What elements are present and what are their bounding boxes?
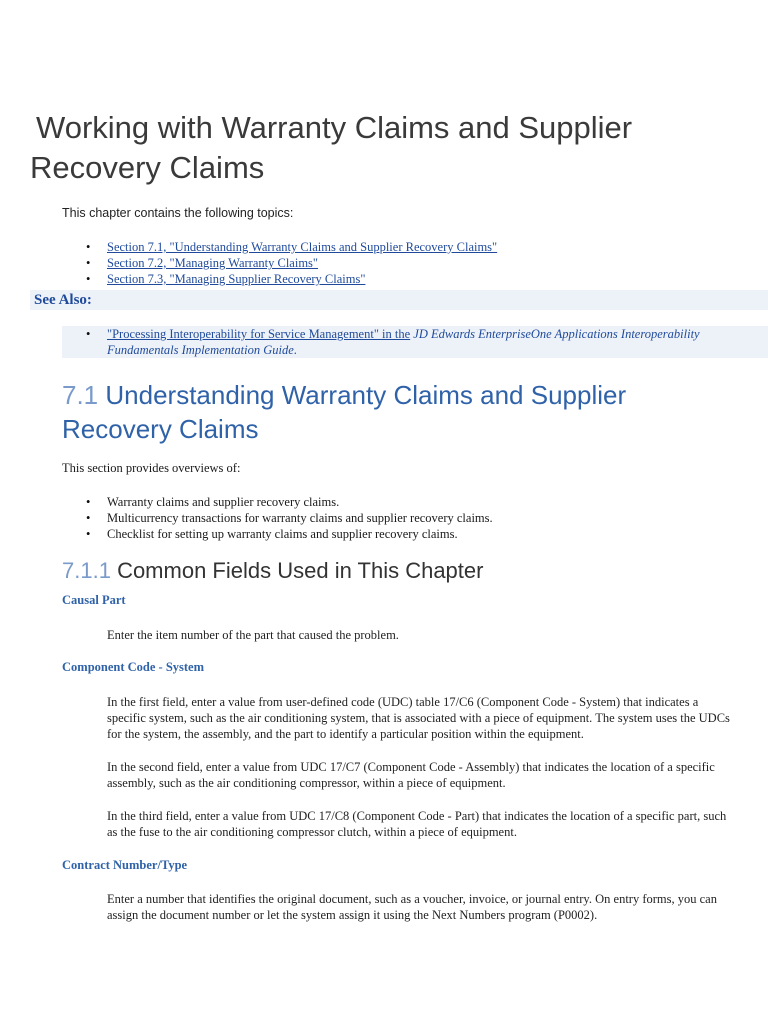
field-label-contract-number: Contract Number/Type — [62, 858, 188, 872]
chapter-title-line2: Recovery Claims — [30, 150, 265, 185]
topic-link-7-1[interactable]: Section 7.1, "Understanding Warranty Claims and Supplier Recovery Claims" — [107, 240, 498, 254]
topics-list — [86, 239, 497, 287]
field-desc-causal-part: Enter the item number of the part that caused the problem. — [107, 628, 399, 642]
desc-line: In the first field, enter a value from user-defined code (UDC) table 17/C6 (Component Code - System) that indicates a — [107, 695, 699, 709]
field-desc-component-code-3 — [107, 808, 762, 840]
desc-line: In the third field, enter a value from UDC 17/C8 (Component Code - Part) that indicates the location of a specific part, such — [107, 809, 727, 823]
section-7-1-number: 7.1 — [62, 380, 99, 410]
desc-line: assembly, such as the air conditioning compressor, within a piece of equipment. — [107, 776, 506, 790]
desc-line: as the fuse to the air conditioning compressor clutch, within a piece of equipment. — [107, 825, 517, 839]
field-desc-component-code-2 — [107, 759, 762, 791]
bullet-icon: • — [86, 327, 91, 341]
bullet-icon: • — [86, 272, 91, 286]
see-also-label: See Also: — [34, 292, 92, 308]
overview-item-text: Warranty claims and supplier recovery claims. — [107, 495, 340, 509]
desc-line: for the system, the assembly, and the part to identify a particular position within the equipment. — [107, 727, 584, 741]
chapter-title-line1: Working with Warranty Claims and Supplier — [36, 110, 633, 145]
chapter-title — [30, 108, 750, 188]
overview-list — [86, 494, 493, 542]
topic-item — [86, 255, 497, 271]
bullet-icon: • — [86, 240, 91, 254]
overview-item-text: Multicurrency transactions for warranty claims and supplier recovery claims. — [107, 511, 493, 525]
bullet-icon: • — [86, 527, 91, 541]
see-also-link[interactable]: "Processing Interoperability for Service Management" in the — [107, 327, 411, 341]
desc-line: Enter a number that identifies the original document, such as a voucher, invoice, or journal entry. On entry forms, you can — [107, 892, 717, 906]
field-desc-component-code-1 — [107, 694, 762, 742]
topic-link-7-2[interactable]: Section 7.2, "Managing Warranty Claims" — [107, 256, 319, 270]
field-label-causal-part: Causal Part — [62, 593, 126, 607]
guide-title-line2[interactable]: Fundamentals Implementation Guide — [107, 343, 294, 357]
see-also-item — [86, 326, 756, 358]
topic-item — [86, 271, 497, 287]
section-7-1-1-heading — [62, 557, 483, 585]
bullet-icon: • — [86, 256, 91, 270]
field-desc-contract-number — [107, 891, 762, 923]
chapter-intro: This chapter contains the following topics: — [62, 206, 294, 220]
section-7-1-heading — [62, 378, 762, 446]
bullet-icon: • — [86, 511, 91, 525]
desc-line: specific system, such as the air conditioning system, that is associated with a piece of equipment. The system uses the UDCs — [107, 711, 730, 725]
see-also-period: . — [293, 343, 297, 357]
section-7-1-title-line1: Understanding Warranty Claims and Supplier — [105, 380, 627, 410]
bullet-icon: • — [86, 495, 91, 509]
see-also-header-bar — [30, 290, 768, 310]
section-7-1-1-number: 7.1.1 — [62, 558, 111, 583]
list-item — [86, 510, 493, 526]
overview-item-text: Checklist for setting up warranty claims and supplier recovery claims. — [107, 527, 458, 541]
guide-title-line1[interactable]: JD Edwards EnterpriseOne Applications Interoperability — [413, 327, 700, 341]
list-item — [86, 494, 493, 510]
desc-line: In the second field, enter a value from UDC 17/C7 (Component Code - Assembly) that indicates the location of a specific — [107, 760, 715, 774]
list-item — [86, 526, 493, 542]
section-7-1-intro: This section provides overviews of: — [62, 461, 241, 475]
section-7-1-1-title: Common Fields Used in This Chapter — [117, 558, 484, 583]
topic-item — [86, 239, 497, 255]
desc-line: assign the document number or let the system assign it using the Next Numbers program (P0002). — [107, 908, 598, 922]
section-7-1-title-line2: Recovery Claims — [62, 414, 259, 444]
field-label-component-code: Component Code - System — [62, 660, 205, 674]
see-also-list — [86, 326, 756, 358]
topic-link-7-3[interactable]: Section 7.3, "Managing Supplier Recovery Claims" — [107, 272, 366, 286]
